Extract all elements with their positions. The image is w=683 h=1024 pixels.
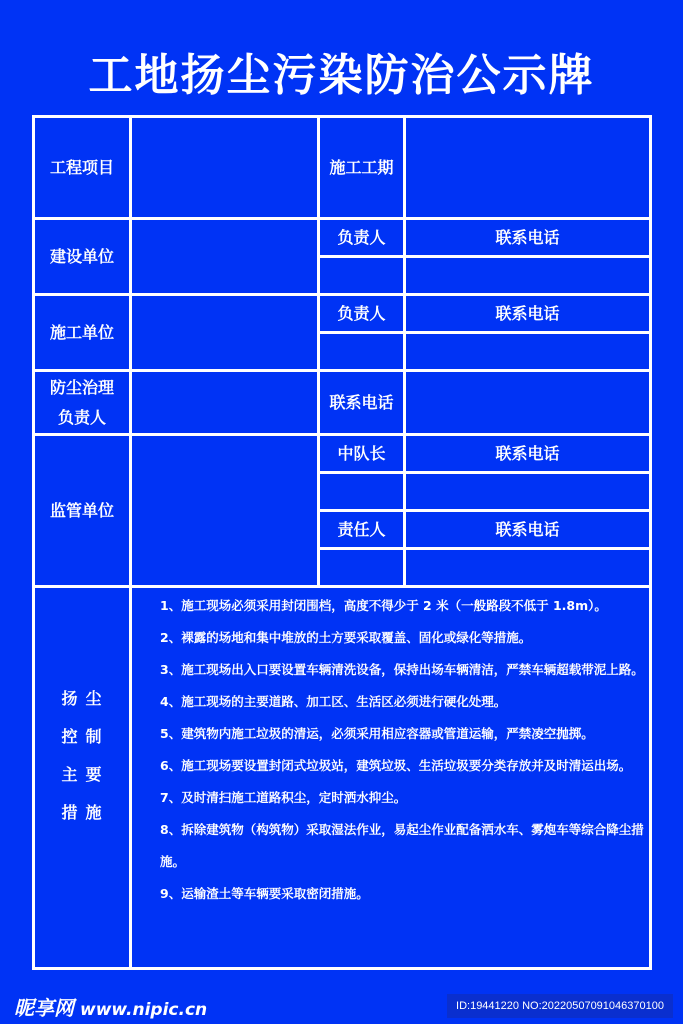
measures-label-line: 扬尘 xyxy=(61,689,110,708)
dust-manager-label-line1: 防尘治理 xyxy=(49,377,114,397)
measures-label xyxy=(33,680,130,832)
measure-item: 6、施工现场要设置封闭式垃圾站，建筑垃圾、生活垃圾要分类存放并及时清运出场。 xyxy=(160,758,632,773)
measure-item: 7、及时清扫施工道路积尘，定时洒水抑尘。 xyxy=(160,790,407,805)
measures-label-line: 措施 xyxy=(61,803,110,822)
measure-item: 8、拆除建筑物（构筑物）采取湿法作业，易起尘作业配备洒水车、雾炮车等综合降尘措施。 xyxy=(160,822,644,869)
measure-item: 5、建筑物内施工垃圾的清运，必须采用相应容器或管道运输，严禁凌空抛掷。 xyxy=(160,726,594,741)
builder-value xyxy=(132,220,317,293)
measure-item: 3、施工现场出入口要设置车辆清洗设备，保持出场车辆清洁，严禁车辆超载带泥上路。 xyxy=(160,662,644,677)
builder-phone-label: 联系电话 xyxy=(495,227,560,247)
watermark-brand xyxy=(14,992,207,1021)
measure-item: 1、施工现场必须采用封闭围档，高度不得少于 2 米（一般路段不低于 1.8m）。 xyxy=(160,598,607,613)
grid-line xyxy=(33,585,651,588)
builder-person-label: 负责人 xyxy=(337,227,386,247)
measure-item: 4、施工现场的主要道路、加工区、生活区必须进行硬化处理。 xyxy=(160,694,507,709)
watermark-id: ID:19441220 NO:20220507091046370100 xyxy=(447,994,673,1018)
measures-label-line: 控制 xyxy=(61,727,110,746)
measure-item: 9、运输渣土等车辆要采取密闭措施。 xyxy=(160,886,369,901)
grid-line xyxy=(318,547,651,550)
period-label: 施工工期 xyxy=(329,157,394,177)
measures-label-line: 主要 xyxy=(61,765,110,784)
contractor-person-label: 负责人 xyxy=(337,303,386,323)
contractor-value xyxy=(132,296,317,369)
project-label: 工程项目 xyxy=(49,157,114,177)
contractor-label: 施工单位 xyxy=(49,322,114,342)
responsible-phone-label: 联系电话 xyxy=(495,519,560,539)
period-value xyxy=(406,118,649,217)
grid-line xyxy=(649,115,652,970)
dust-manager-label-line2: 负责人 xyxy=(57,407,106,427)
supervisor-value xyxy=(132,436,317,585)
builder-label: 建设单位 xyxy=(49,246,114,266)
sign-title: 工地扬尘污染防治公示牌 xyxy=(88,50,595,101)
measures-list xyxy=(160,590,648,910)
dust-manager-value xyxy=(132,372,317,433)
dust-manager-phone-label: 联系电话 xyxy=(329,392,394,412)
measure-item: 2、裸露的场地和集中堆放的土方要采取覆盖、固化或绿化等措施。 xyxy=(160,630,532,645)
dust-manager-label xyxy=(35,372,129,433)
captain-phone-label: 联系电话 xyxy=(495,443,560,463)
responsible-label: 责任人 xyxy=(337,519,386,539)
watermark-brand-name: 昵享网 xyxy=(14,996,74,1020)
contractor-phone-label: 联系电话 xyxy=(495,303,560,323)
project-value xyxy=(132,118,317,217)
supervisor-label: 监管单位 xyxy=(49,500,114,520)
grid-line xyxy=(318,471,651,474)
grid-line xyxy=(33,967,651,970)
grid-line xyxy=(318,331,651,334)
grid-line xyxy=(318,255,651,258)
watermark-url: www.nipic.cn xyxy=(80,1000,208,1020)
captain-label: 中队长 xyxy=(337,443,386,463)
